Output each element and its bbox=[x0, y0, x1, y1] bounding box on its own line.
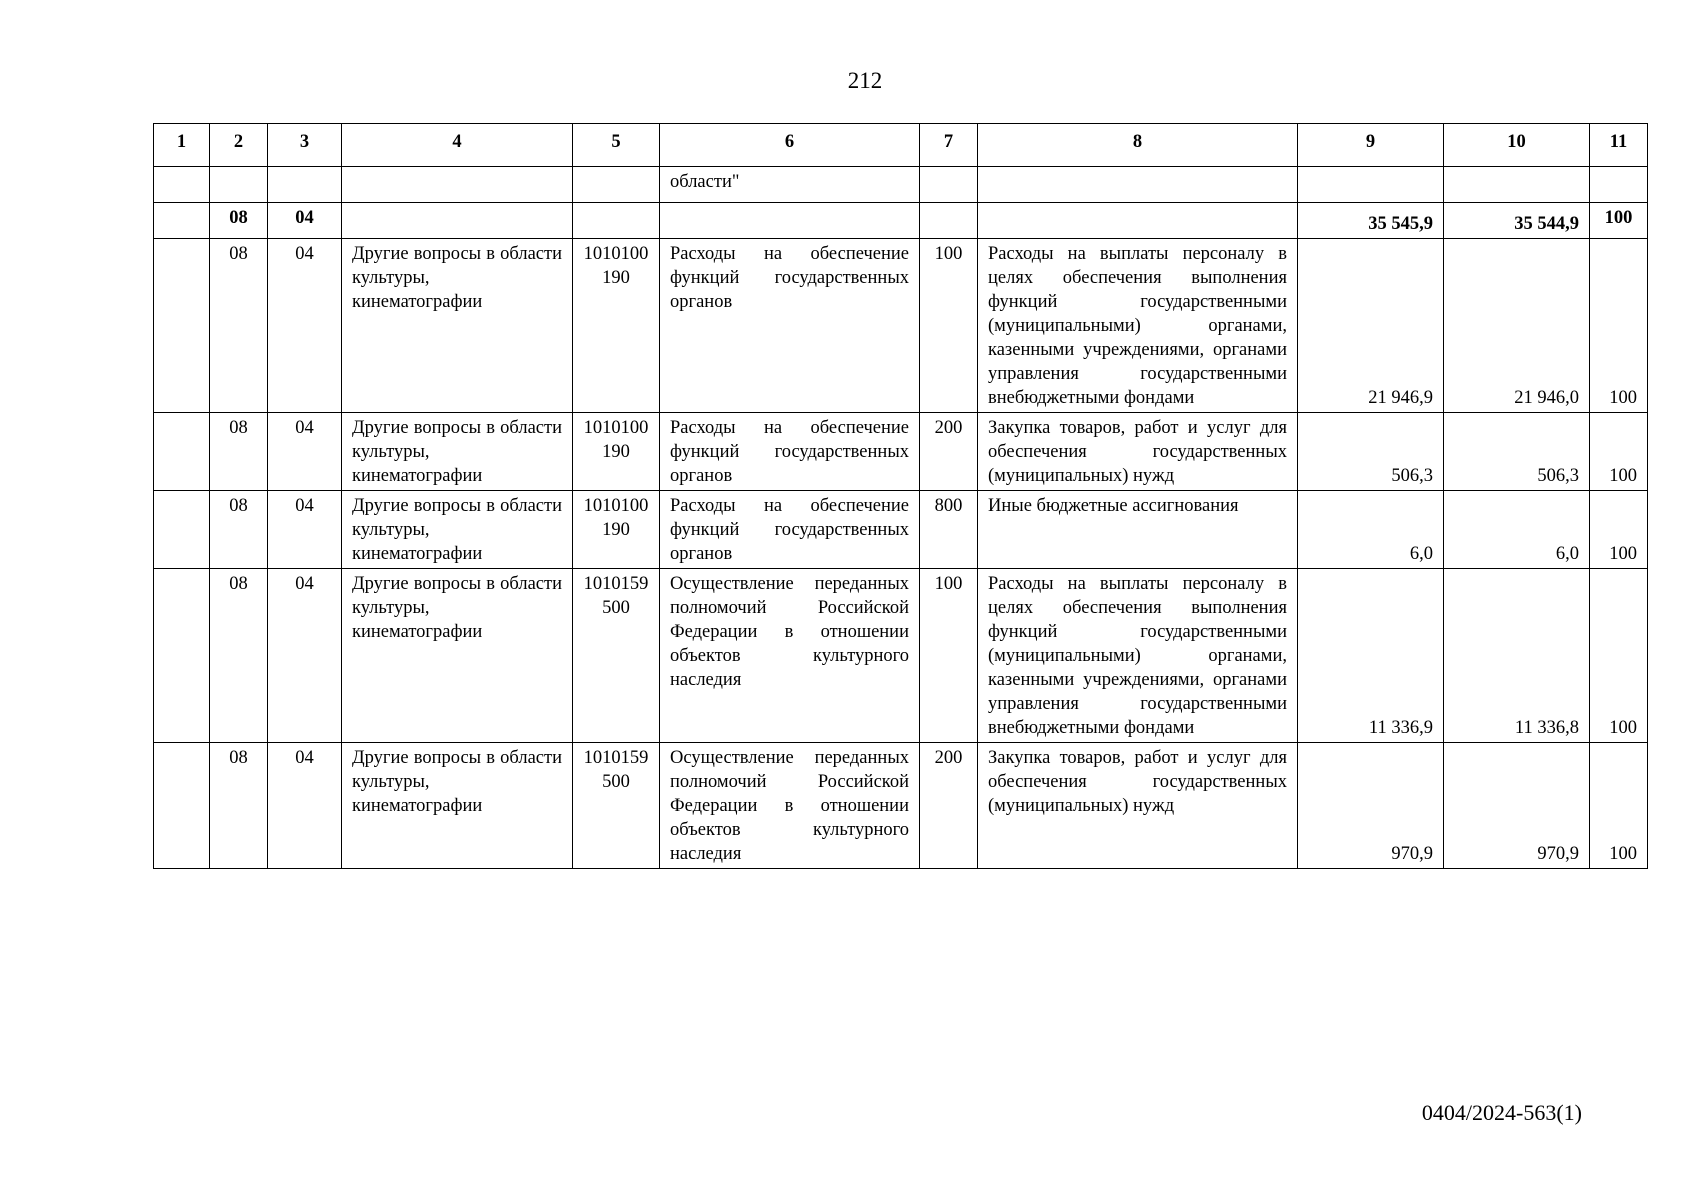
table-cell bbox=[920, 203, 978, 239]
header-row bbox=[154, 124, 1648, 167]
executed-amount: 11 336,8 bbox=[1444, 569, 1590, 743]
header-cell: 9 bbox=[1298, 124, 1444, 167]
table-cell bbox=[660, 203, 920, 239]
table-cell bbox=[154, 569, 210, 743]
header-cell: 11 bbox=[1590, 124, 1648, 167]
header-cell: 7 bbox=[920, 124, 978, 167]
planned-amount: 506,3 bbox=[1298, 413, 1444, 491]
section-code: 08 bbox=[210, 491, 268, 569]
table-cell bbox=[154, 203, 210, 239]
section-name: Другие вопросы в области культуры, кинематографии bbox=[342, 491, 573, 569]
subsection-code: 04 bbox=[268, 239, 342, 413]
table-cell bbox=[978, 203, 1298, 239]
table-cell bbox=[154, 413, 210, 491]
subtotal-row bbox=[154, 203, 1648, 239]
section-code: 08 bbox=[210, 743, 268, 869]
section-code: 08 bbox=[210, 203, 268, 239]
target-article-name: Расходы на обеспечение функций государственных органов bbox=[660, 239, 920, 413]
subsection-code: 04 bbox=[268, 743, 342, 869]
section-code: 08 bbox=[210, 413, 268, 491]
execution-percent: 100 bbox=[1590, 491, 1648, 569]
executed-amount: 506,3 bbox=[1444, 413, 1590, 491]
table-cell bbox=[573, 203, 660, 239]
table-cell bbox=[342, 203, 573, 239]
budget-table bbox=[153, 123, 1648, 869]
table-row bbox=[154, 239, 1648, 413]
table-row bbox=[154, 569, 1648, 743]
table-row bbox=[154, 743, 1648, 869]
table-cell bbox=[978, 167, 1298, 203]
table-row bbox=[154, 413, 1648, 491]
section-name: Другие вопросы в области культуры, кинематографии bbox=[342, 239, 573, 413]
header-cell: 6 bbox=[660, 124, 920, 167]
header-cell: 8 bbox=[978, 124, 1298, 167]
header-cell: 4 bbox=[342, 124, 573, 167]
expense-type-code: 100 bbox=[920, 239, 978, 413]
expense-type-code: 200 bbox=[920, 413, 978, 491]
planned-amount: 21 946,9 bbox=[1298, 239, 1444, 413]
expense-type-code: 800 bbox=[920, 491, 978, 569]
table-row bbox=[154, 491, 1648, 569]
section-code: 08 bbox=[210, 569, 268, 743]
expense-type-code: 200 bbox=[920, 743, 978, 869]
table-cell bbox=[1590, 167, 1648, 203]
execution-percent: 100 bbox=[1590, 569, 1648, 743]
expense-type-name: Расходы на выплаты персоналу в целях обеспечения выполнения функций государственными (муниципальными) органами, казенными учреждениями, органами управления государственными внебюджетными фондами bbox=[978, 569, 1298, 743]
table-cell bbox=[268, 167, 342, 203]
header-cell: 1 bbox=[154, 124, 210, 167]
header-cell: 10 bbox=[1444, 124, 1590, 167]
target-article-name: Расходы на обеспечение функций государственных органов bbox=[660, 491, 920, 569]
expense-type-code: 100 bbox=[920, 569, 978, 743]
table-cell bbox=[920, 167, 978, 203]
planned-amount: 6,0 bbox=[1298, 491, 1444, 569]
planned-amount: 970,9 bbox=[1298, 743, 1444, 869]
table-cell bbox=[342, 167, 573, 203]
target-article-code: 1010100190 bbox=[573, 239, 660, 413]
target-article-code: 1010100190 bbox=[573, 491, 660, 569]
table-cell bbox=[1444, 167, 1590, 203]
table-cell bbox=[154, 167, 210, 203]
execution-percent: 100 bbox=[1590, 413, 1648, 491]
executed-amount: 6,0 bbox=[1444, 491, 1590, 569]
execution-percent: 100 bbox=[1590, 743, 1648, 869]
target-article-name: Осуществление переданных полномочий Российской Федерации в отношении объектов культурного наследия bbox=[660, 743, 920, 869]
planned-amount: 35 545,9 bbox=[1298, 203, 1444, 239]
table-cell bbox=[154, 491, 210, 569]
subsection-code: 04 bbox=[268, 203, 342, 239]
document-code: 0404/2024-563(1) bbox=[1421, 1100, 1582, 1125]
table-cell: области" bbox=[660, 167, 920, 203]
target-article-code: 1010159500 bbox=[573, 743, 660, 869]
execution-percent: 100 bbox=[1590, 239, 1648, 413]
expense-type-name: Закупка товаров, работ и услуг для обеспечения государственных (муниципальных) нужд bbox=[978, 413, 1298, 491]
expense-type-name: Расходы на выплаты персоналу в целях обеспечения выполнения функций государственными (муниципальными) органами, казенными учреждениями, органами управления государственными внебюджетными фондами bbox=[978, 239, 1298, 413]
executed-amount: 970,9 bbox=[1444, 743, 1590, 869]
section-name: Другие вопросы в области культуры, кинематографии bbox=[342, 569, 573, 743]
subsection-code: 04 bbox=[268, 413, 342, 491]
section-name: Другие вопросы в области культуры, кинематографии bbox=[342, 743, 573, 869]
table-cell bbox=[1298, 167, 1444, 203]
header-cell: 3 bbox=[268, 124, 342, 167]
table-cell bbox=[154, 743, 210, 869]
section-code: 08 bbox=[210, 239, 268, 413]
table-cell bbox=[154, 239, 210, 413]
target-article-code: 1010100190 bbox=[573, 413, 660, 491]
subsection-code: 04 bbox=[268, 569, 342, 743]
subsection-code: 04 bbox=[268, 491, 342, 569]
target-article-code: 1010159500 bbox=[573, 569, 660, 743]
header-cell: 5 bbox=[573, 124, 660, 167]
target-article-name: Осуществление переданных полномочий Российской Федерации в отношении объектов культурного наследия bbox=[660, 569, 920, 743]
planned-amount: 11 336,9 bbox=[1298, 569, 1444, 743]
header-cell: 2 bbox=[210, 124, 268, 167]
execution-percent: 100 bbox=[1590, 203, 1648, 239]
target-article-name: Расходы на обеспечение функций государственных органов bbox=[660, 413, 920, 491]
continuation-row bbox=[154, 167, 1648, 203]
section-name: Другие вопросы в области культуры, кинематографии bbox=[342, 413, 573, 491]
expense-type-name: Иные бюджетные ассигнования bbox=[978, 491, 1298, 569]
page-number: 212 bbox=[847, 68, 883, 93]
table-cell bbox=[210, 167, 268, 203]
executed-amount: 35 544,9 bbox=[1444, 203, 1590, 239]
executed-amount: 21 946,0 bbox=[1444, 239, 1590, 413]
expense-type-name: Закупка товаров, работ и услуг для обеспечения государственных (муниципальных) нужд bbox=[978, 743, 1298, 869]
table-cell bbox=[573, 167, 660, 203]
